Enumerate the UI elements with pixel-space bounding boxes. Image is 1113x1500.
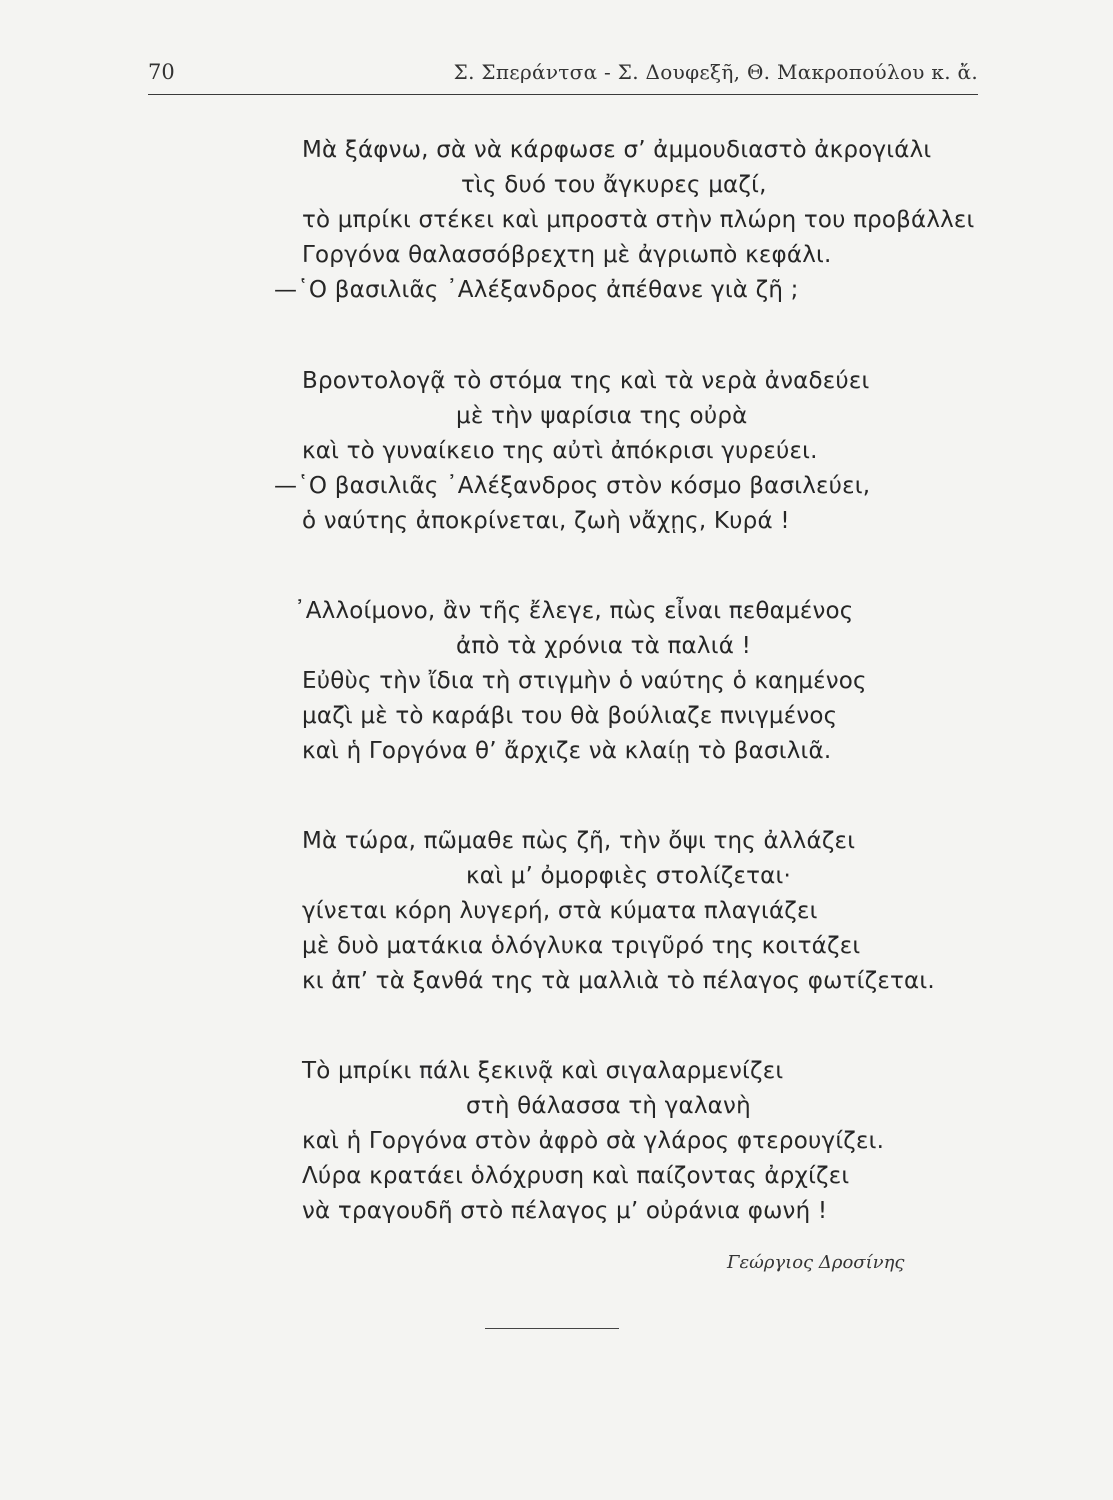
poem-line: Λύρα κρατάει ὁλόχρυση καὶ παίζοντας ἀρχίζει — [302, 1163, 850, 1189]
poem-line: τὸ μπρίκι στέκει καὶ μπροστὰ στὴν πλώρη του προβάλλει — [302, 207, 975, 233]
poem-line: νὰ τραγουδῆ στὸ πέλαγος μ’ οὐράνια φωνή ! — [302, 1198, 828, 1224]
poem-line: μαζὶ μὲ τὸ καράβι του θὰ βούλιαζε πνιγμένος — [302, 703, 838, 729]
poem-line: καὶ ἡ Γοργόνα στὸν ἀφρὸ σὰ γλάρος φτερουγίζει. — [302, 1128, 885, 1154]
poem-line: ὁ ναύτης ἀποκρίνεται, ζωὴ νἄχῃς, Κυρά ! — [302, 508, 790, 534]
poem-line: στὴ θάλασσα τὴ γαλανὴ — [466, 1093, 751, 1119]
poem-line: κι ἀπ’ τὰ ξανθά της τὰ μαλλιὰ τὸ πέλαγος φωτίζεται. — [302, 968, 935, 994]
poem-line: Μὰ τώρα, πῶμαθε πὼς ζῆ, τὴν ὄψι της ἀλλάζει — [302, 828, 856, 854]
page-header — [148, 56, 978, 95]
running-title: Σ. Σπεράντσα - Σ. Δουφεξῆ, Θ. Μακροπούλου κ. ἄ. — [453, 60, 978, 84]
bleed-through-texture — [150, 128, 155, 148]
page-number: 70 — [148, 60, 175, 84]
poem-line: γίνεται κόρη λυγερή, στὰ κύματα πλαγιάζει — [302, 898, 818, 924]
section-divider — [485, 1328, 619, 1329]
poem-line: τὶς δυό του ἄγκυρες μαζί, — [461, 172, 767, 198]
poem-line: καὶ ἡ Γοργόνα θ’ ἄρχιζε νὰ κλαίῃ τὸ βασιλιᾶ. — [302, 738, 832, 764]
poem-line: Γοργόνα θαλασσόβρεχτη μὲ ἀγριωπὸ κεφάλι. — [302, 242, 832, 268]
poem-line: —῾Ο βασιλιᾶς ᾿Αλέξανδρος ἀπέθανε γιὰ ζῆ ; — [274, 277, 799, 303]
author-signature: Γεώργιος Δροσίνης — [727, 1252, 905, 1273]
poem-line: ἀπὸ τὰ χρόνια τὰ παλιά ! — [456, 633, 751, 659]
poem-line: καὶ τὸ γυναίκειο της αὐτὶ ἀπόκρισι γυρεύει. — [302, 438, 818, 464]
poem-line: μὲ δυὸ ματάκια ὁλόγλυκα τριγῦρό της κοιτάζει — [302, 933, 861, 959]
poem-line: μὲ τὴν ψαρίσια της οὐρὰ — [456, 403, 748, 429]
poem-line: ᾿Αλλοίμονο, ἂν τῆς ἔλεγε, πὼς εἶναι πεθαμένος — [294, 598, 854, 624]
poem-line: καὶ μ’ ὀμορφιὲς στολίζεται· — [466, 863, 791, 889]
poem-line: Βροντολογᾷ τὸ στόμα της καὶ τὰ νερὰ ἀναδεύει — [302, 368, 870, 394]
poem-line: —῾Ο βασιλιᾶς ᾿Αλέξανδρος στὸν κόσμο βασιλεύει, — [274, 473, 871, 499]
poem-line: Τὸ μπρίκι πάλι ξεκινᾷ καὶ σιγαλαρμενίζει — [302, 1058, 784, 1084]
poem-line: Εὐθὺς τὴν ἴδια τὴ στιγμὴν ὁ ναύτης ὁ καημένος — [302, 668, 867, 694]
poem-line: Μὰ ξάφνω, σὰ νὰ κάρφωσε σ’ ἀμμουδιαστὸ ἀκρογιάλι — [302, 137, 932, 163]
